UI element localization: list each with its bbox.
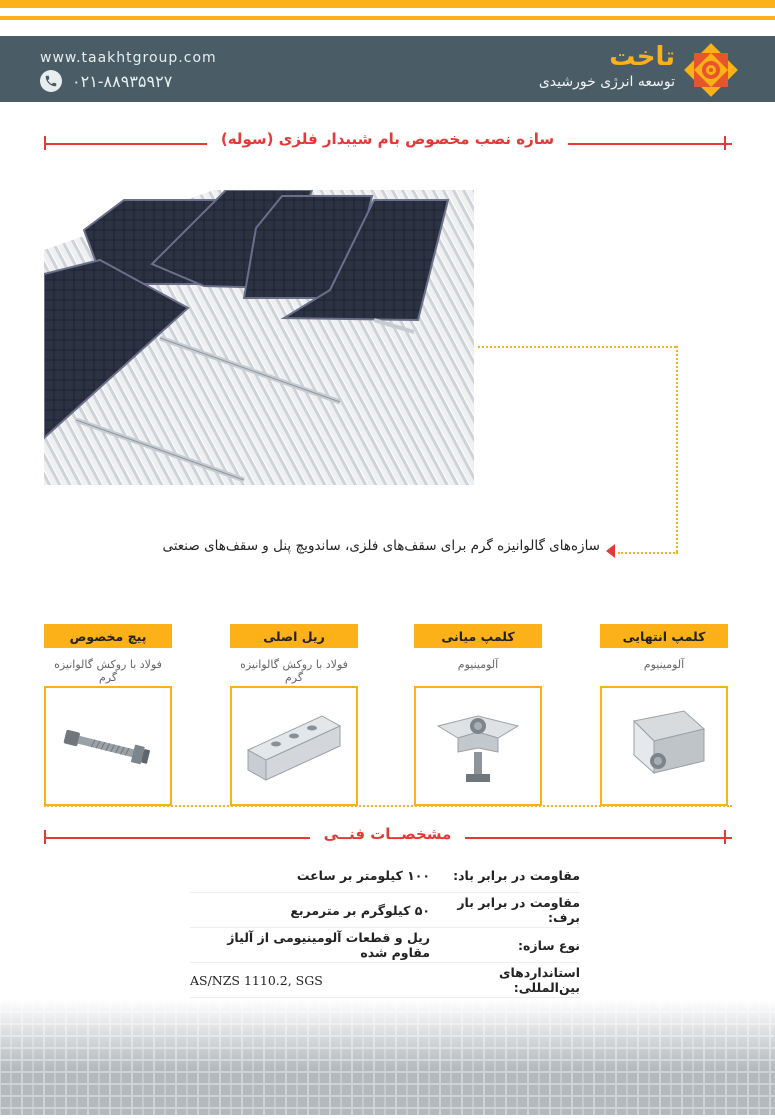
specs-title: مشخصــات فنــی	[0, 825, 775, 843]
phone-number: ۰۲۱-۸۸۹۳۵۹۲۷	[72, 71, 173, 91]
spec-value: ریل و قطعات آلومینیومی از آلیاژ مقاوم شده	[227, 930, 430, 960]
component-title: ریل اصلی	[230, 624, 358, 648]
spec-value: AS/NZS 1110.2, SGS	[190, 972, 323, 988]
component-material: فولاد با روکش گالوانیزه گرم	[54, 658, 162, 684]
spec-value: ۵۰ کیلوگرم بر مترمربع	[290, 902, 430, 918]
brand-name: تاخت	[609, 42, 675, 72]
main-rail-image	[230, 686, 358, 806]
component-material: فولاد با روکش گالوانیزه گرم	[240, 658, 348, 684]
hero-caption: سازه‌های گالوانیزه گرم برای سقف‌های فلزی، ساندویچ پنل و سقف‌های صنعتی	[162, 538, 600, 554]
component-material: آلومینیوم	[457, 658, 499, 671]
sun-ornament-logo	[683, 42, 739, 98]
spec-label: نوع سازه:	[518, 937, 580, 953]
section-title: سازه نصب مخصوص بام شیبدار فلزی (سوله)	[0, 130, 775, 148]
spec-label: مقاومت در برابر باد:	[453, 867, 580, 883]
component-card-mid-clamp	[414, 624, 542, 806]
component-card-special-bolt	[44, 624, 172, 806]
spec-row	[190, 893, 580, 928]
brand-tagline: توسعه انرژی خورشیدی	[538, 74, 675, 90]
caption-arrow-icon	[606, 544, 615, 558]
section-divider	[44, 805, 732, 807]
phone-icon	[40, 70, 62, 92]
top-accent-line	[0, 16, 775, 20]
solar-field-footer	[0, 1000, 775, 1115]
spec-label: مقاومت در برابر بار برف:	[457, 895, 580, 925]
component-title: پیچ مخصوص	[44, 624, 172, 648]
connector-line-bottom	[618, 552, 678, 554]
special-bolt-image	[44, 686, 172, 806]
component-card-main-rail	[230, 624, 358, 806]
spec-row	[190, 858, 580, 893]
component-material: آلومینیوم	[643, 658, 685, 671]
mid-clamp-image	[414, 686, 542, 806]
spec-label: استانداردهای بین‌المللی:	[499, 965, 580, 995]
component-title: کلمپ انتهایی	[600, 624, 728, 648]
spec-value: ۱۰۰ کیلومتر بر ساعت	[296, 867, 430, 883]
phone-contact[interactable]	[40, 70, 172, 92]
roof-solar-illustration	[44, 190, 474, 485]
top-accent-bar	[0, 0, 775, 8]
spec-row	[190, 963, 580, 998]
connector-line-top	[478, 346, 676, 348]
website-url[interactable]: www.taakhtgroup.com	[40, 50, 217, 66]
end-clamp-image	[600, 686, 728, 806]
connector-line-vertical	[676, 346, 678, 552]
spec-row	[190, 928, 580, 963]
component-card-end-clamp	[600, 624, 728, 806]
brand-block	[539, 42, 675, 92]
component-title: کلمپ میانی	[414, 624, 542, 648]
